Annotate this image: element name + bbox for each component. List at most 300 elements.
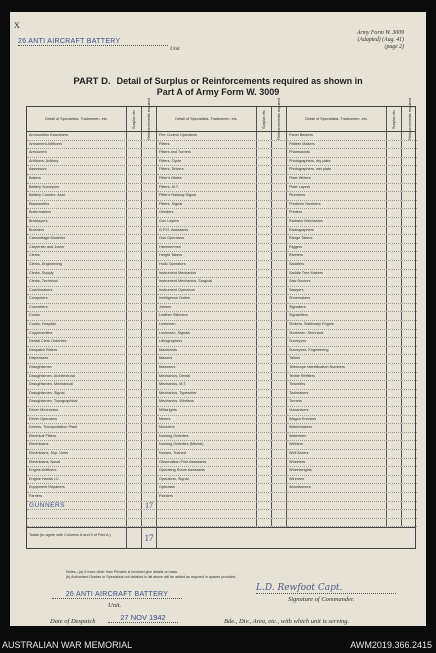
table-row — [157, 304, 287, 313]
specialist-name: G.P.O. Assistants — [157, 227, 257, 235]
table-row — [157, 390, 287, 399]
table-row — [27, 424, 157, 433]
unit-field-top: 26 ANTI AIRCRAFT BATTERY — [18, 38, 168, 46]
reinforcement-cell — [402, 433, 417, 441]
table-row — [27, 467, 157, 476]
surplus-cell — [257, 347, 272, 355]
surplus-cell — [387, 132, 402, 140]
surplus-cell — [387, 166, 402, 174]
specialist-name: Fitter's Railway Signal — [157, 192, 257, 200]
surplus-cell — [127, 252, 142, 260]
surplus-cell — [387, 295, 402, 303]
surplus-cell — [387, 519, 402, 527]
surplus-cell — [387, 407, 402, 415]
surplus-cell — [127, 502, 142, 510]
table-row — [157, 510, 287, 519]
surplus-cell — [387, 416, 402, 424]
surplus-cell — [387, 502, 402, 510]
surplus-cell — [387, 287, 402, 295]
table-row — [157, 355, 287, 364]
surplus-cell — [127, 166, 142, 174]
table-row — [157, 484, 287, 493]
specialist-name: Watermen — [287, 433, 387, 441]
surplus-cell — [387, 493, 402, 501]
specialist-name: Vulcanisers — [287, 407, 387, 415]
surplus-cell — [127, 330, 142, 338]
reinforcement-cell — [402, 261, 417, 269]
surplus-cell — [387, 338, 402, 346]
header-number-label: Reinforcements required — [407, 98, 412, 140]
surplus-cell — [387, 278, 402, 286]
table-row — [287, 398, 417, 407]
table-row — [27, 287, 157, 296]
specialist-name: Driver Operators — [27, 416, 127, 424]
table-row — [287, 424, 417, 433]
surplus-cell — [257, 476, 272, 484]
specialist-name: Woodturners — [287, 484, 387, 492]
reinforcement-cell — [142, 459, 157, 467]
table-row — [157, 373, 287, 382]
form-page — [10, 12, 426, 626]
reinforcement-cell — [142, 347, 157, 355]
specialist-name: Photographers, dry plate — [287, 158, 387, 166]
table-row — [157, 398, 287, 407]
surplus-cell — [387, 364, 402, 372]
surplus-cell — [127, 261, 142, 269]
reinforcement-cell — [272, 373, 287, 381]
table-row — [157, 244, 287, 253]
surplus-cell — [257, 459, 272, 467]
specialist-name: Toolmakers — [287, 390, 387, 398]
reinforcement-cell — [402, 218, 417, 226]
surplus-cell — [257, 441, 272, 449]
surplus-cell — [127, 364, 142, 372]
specialist-name: Pattern Makers — [287, 141, 387, 149]
specialist-name: Plate Writers — [287, 175, 387, 183]
table-row — [157, 158, 287, 167]
reinforcement-cell — [142, 484, 157, 492]
specialist-name — [157, 502, 257, 510]
surplus-cell — [127, 295, 142, 303]
surplus-cell — [127, 244, 142, 252]
reinforcement-cell — [402, 201, 417, 209]
reinforcement-cell — [272, 355, 287, 363]
surplus-cell — [257, 381, 272, 389]
form-ref-line2: (Adapted) (Aug. 41) — [357, 37, 404, 43]
reinforcement-cell — [142, 252, 157, 260]
surplus-cell — [127, 450, 142, 458]
surplus-cell — [257, 364, 272, 372]
surplus-cell — [257, 467, 272, 475]
reinforcement-cell — [272, 158, 287, 166]
specialist-name: Artificers, Artillery — [27, 158, 127, 166]
specialist-name — [157, 519, 257, 527]
reinforcement-cell — [142, 338, 157, 346]
reinforcement-cell — [272, 416, 287, 424]
reinforcement-cell — [142, 312, 157, 320]
surplus-cell — [127, 270, 142, 278]
surplus-cell — [257, 510, 272, 518]
table-row — [157, 192, 287, 201]
specialist-name: Height Takers — [157, 252, 257, 260]
specialist-name: Ammunition Examiners — [27, 132, 127, 140]
table-row — [157, 519, 287, 528]
surplus-cell — [387, 476, 402, 484]
specialist-name: Tailors — [287, 355, 387, 363]
table-row — [157, 493, 287, 502]
reinforcement-cell — [402, 381, 417, 389]
table-row — [27, 192, 157, 201]
surplus-cell — [127, 209, 142, 217]
specialist-name: Surveyors — [287, 338, 387, 346]
specialist-name — [287, 519, 387, 527]
reinforcement-cell — [272, 235, 287, 243]
commander-signature: L.D. Rewfoot Capt. — [256, 583, 396, 594]
surplus-cell — [387, 424, 402, 432]
surplus-cell — [257, 433, 272, 441]
table-row — [287, 450, 417, 459]
surplus-cell — [127, 132, 142, 140]
specialist-name: Shoemakers — [287, 295, 387, 303]
specialist-name: Joiners — [157, 304, 257, 312]
reinforcement-cell — [402, 424, 417, 432]
surplus-cell — [257, 390, 272, 398]
table-row — [157, 416, 287, 425]
table-row — [157, 467, 287, 476]
specialist-name: Opticians — [157, 484, 257, 492]
surplus-cell — [387, 218, 402, 226]
specialist-name: Driver Mechanics — [27, 407, 127, 415]
specialist-name: Tinsmiths — [287, 381, 387, 389]
reinforcement-cell — [142, 321, 157, 329]
table-row — [27, 235, 157, 244]
reinforcement-cell — [142, 278, 157, 286]
reinforcement-cell — [142, 398, 157, 406]
table-row — [157, 278, 287, 287]
surplus-cell — [127, 227, 142, 235]
table-row — [157, 347, 287, 356]
surplus-cell — [387, 398, 402, 406]
table-row — [157, 407, 287, 416]
table-row — [27, 261, 157, 270]
reinforcement-cell — [272, 261, 287, 269]
header-surplus — [257, 107, 272, 131]
table-row — [27, 227, 157, 236]
table-row — [287, 175, 417, 184]
reinforcement-cell — [402, 502, 417, 510]
table-row — [287, 312, 417, 321]
reinforcement-cell — [142, 519, 157, 527]
surplus-cell — [257, 235, 272, 243]
reinforcement-cell — [402, 252, 417, 260]
specialist-name: Millwrights — [157, 407, 257, 415]
archive-caption: AUSTRALIAN WAR MEMORIAL — [2, 640, 133, 650]
specialist-name: Mechanics, M.T. — [157, 381, 257, 389]
reinforcement-cell — [402, 484, 417, 492]
surplus-cell — [387, 355, 402, 363]
surplus-cell — [387, 149, 402, 157]
reinforcement-cell — [272, 201, 287, 209]
table-row — [157, 476, 287, 485]
specialist-name: Cooks — [27, 312, 127, 320]
table-row — [157, 149, 287, 158]
specialist-name — [27, 519, 127, 527]
reinforcement-cell — [272, 295, 287, 303]
specialist-name: Well Borers — [287, 450, 387, 458]
surplus-cell — [387, 261, 402, 269]
specialist-name — [287, 493, 387, 501]
surplus-cell — [257, 149, 272, 157]
reinforcement-cell — [272, 502, 287, 510]
table-row — [27, 416, 157, 425]
specialist-name: Plate Layers — [287, 184, 387, 192]
table-row — [287, 252, 417, 261]
specialist-name: Wheelers — [287, 459, 387, 467]
notes — [66, 570, 386, 580]
surplus-cell — [257, 330, 272, 338]
table-row — [157, 381, 287, 390]
specialist-name: Operators, Signal — [157, 476, 257, 484]
surplus-cell — [127, 398, 142, 406]
reinforcement-cell — [142, 467, 157, 475]
specialist-name: Clerks — [27, 252, 127, 260]
specialist-name: Wiremen — [287, 476, 387, 484]
reinforcement-cell — [272, 441, 287, 449]
specialist-name: Fitters, Cycle — [157, 158, 257, 166]
table-row — [27, 244, 157, 253]
surplus-cell — [257, 373, 272, 381]
table-row — [157, 502, 287, 511]
table-row — [157, 450, 287, 459]
surplus-cell — [127, 192, 142, 200]
reinforcement-cell — [142, 295, 157, 303]
form-ref-line1: Army Form W. 3009 — [356, 30, 404, 36]
specialist-name: Draughtsmen, Mechanical — [27, 381, 127, 389]
specialist-name: Mechanics, Wireless — [157, 398, 257, 406]
surplus-cell — [257, 261, 272, 269]
totals-blank — [157, 528, 415, 548]
surplus-cell — [257, 416, 272, 424]
table-row — [27, 381, 157, 390]
reinforcement-cell — [142, 416, 157, 424]
unit-field-bottom: 26 ANTI AIRCRAFT BATTERY — [52, 591, 182, 599]
surplus-cell — [257, 484, 272, 492]
specialist-name: Boilermakers — [27, 209, 127, 217]
surplus-cell — [257, 493, 272, 501]
reinforcement-cell — [272, 166, 287, 174]
reinforcement-cell — [402, 227, 417, 235]
table-row — [287, 261, 417, 270]
reinforcement-cell — [272, 398, 287, 406]
table-row — [27, 364, 157, 373]
surplus-cell — [387, 330, 402, 338]
reinforcement-cell — [402, 166, 417, 174]
surplus-cell — [127, 424, 142, 432]
surplus-cell — [387, 141, 402, 149]
specialist-name: Despatch Riders — [27, 347, 127, 355]
dispatch-date-stamp: 27 NOV 1942 — [108, 613, 178, 623]
specialist-name: Battery Surveyors — [27, 184, 127, 192]
surplus-cell — [257, 132, 272, 140]
specialist-name: Clerks, Technical — [27, 278, 127, 286]
reinforcement-cell — [402, 330, 417, 338]
specialist-name: Hammermen — [157, 244, 257, 252]
surplus-cell — [257, 519, 272, 527]
specialist-name: Mechanics, Typewriter — [157, 390, 257, 398]
table-column — [27, 132, 157, 527]
reinforcement-cell — [402, 493, 417, 501]
table-row — [27, 519, 157, 528]
table-row — [287, 364, 417, 373]
specialist-name: Turners — [287, 398, 387, 406]
totals-surplus — [127, 528, 142, 548]
table-row — [287, 493, 417, 502]
reinforcement-cell — [272, 227, 287, 235]
surplus-cell — [387, 244, 402, 252]
specialist-name: Machinists — [157, 347, 257, 355]
table-row — [27, 450, 157, 459]
surplus-cell — [387, 459, 402, 467]
surplus-cell — [387, 158, 402, 166]
table-row — [287, 218, 417, 227]
table-row — [287, 338, 417, 347]
reinforcement-cell — [402, 192, 417, 200]
surplus-cell — [127, 390, 142, 398]
reinforcement-cell — [402, 270, 417, 278]
surplus-cell — [127, 459, 142, 467]
reinforcement-cell — [142, 270, 157, 278]
specialist-name: Draughtsmen, Topographical — [27, 398, 127, 406]
reinforcement-cell — [272, 450, 287, 458]
surplus-cell — [257, 252, 272, 260]
specialist-name: Armament Artificers — [27, 141, 127, 149]
specialist-name — [287, 510, 387, 518]
surplus-cell — [387, 321, 402, 329]
specialist-name: Drivers, Transportation Plant — [27, 424, 127, 432]
table-row — [27, 252, 157, 261]
notes-line2: (b) Authorised Grades or Specialists not detailed in list above will be added as required in spaces provided. — [66, 575, 237, 579]
surplus-cell — [127, 467, 142, 475]
surplus-cell — [257, 244, 272, 252]
reinforcement-cell — [142, 381, 157, 389]
reinforcement-cell — [402, 398, 417, 406]
surplus-cell — [257, 287, 272, 295]
reinforcement-cell — [272, 476, 287, 484]
specialist-name: Wheelwrights — [287, 467, 387, 475]
table-row — [287, 321, 417, 330]
specialist-name: Fitters and Turners — [157, 149, 257, 157]
specialist-name: Assessors — [27, 166, 127, 174]
surplus-cell — [127, 355, 142, 363]
table-row — [157, 218, 287, 227]
specialist-name: Nursing Orderlies — [157, 433, 257, 441]
table-row — [27, 355, 157, 364]
header-reinforcements — [272, 98, 287, 140]
surplus-cell — [257, 321, 272, 329]
reinforcement-cell — [402, 450, 417, 458]
table-row — [27, 338, 157, 347]
reinforcement-cell — [402, 476, 417, 484]
table-row — [287, 459, 417, 468]
specialist-name: Carpenter and Joiner — [27, 244, 127, 252]
table-row — [287, 166, 417, 175]
reinforcement-cell — [402, 175, 417, 183]
surplus-cell — [257, 141, 272, 149]
specialist-name: Riggers — [287, 244, 387, 252]
surplus-cell — [257, 201, 272, 209]
table-row — [287, 373, 417, 382]
specialist-name: Predictor Numbers — [287, 201, 387, 209]
surplus-cell — [127, 201, 142, 209]
specialist-name: Bakers — [27, 175, 127, 183]
reinforcement-cell — [142, 218, 157, 226]
surplus-cell — [127, 407, 142, 415]
reinforcement-cell — [142, 149, 157, 157]
reinforcement-cell — [402, 459, 417, 467]
reinforcement-cell — [142, 510, 157, 518]
table-row — [157, 227, 287, 236]
specialist-name — [287, 502, 387, 510]
specialist-name: Radiator Mechanics — [287, 218, 387, 226]
specialist-name: Moulders — [157, 424, 257, 432]
specialist-name: Electrical Fitters — [27, 433, 127, 441]
header-specialists: Detail of Specialists, Tradesmen, etc. — [157, 107, 257, 131]
reinforcement-cell — [272, 287, 287, 295]
surplus-cell — [127, 416, 142, 424]
surplus-cell — [127, 373, 142, 381]
reinforcement-cell — [272, 141, 287, 149]
table-row — [157, 338, 287, 347]
reinforcement-cell — [272, 390, 287, 398]
accession-number: AWM2019.366.2415 — [350, 640, 432, 650]
specialist-name: Cooks, Hospital — [27, 321, 127, 329]
table-row — [157, 295, 287, 304]
surplus-cell — [387, 235, 402, 243]
specialist-name: Nurses, Trained — [157, 450, 257, 458]
table-row — [287, 476, 417, 485]
surplus-cell — [127, 433, 142, 441]
table-row — [157, 321, 287, 330]
table-row — [27, 304, 157, 313]
specialist-name: Draughtsmen — [27, 364, 127, 372]
form-ref-line3: (page 2) — [384, 44, 404, 50]
reinforcement-cell — [142, 287, 157, 295]
totals-row — [26, 527, 416, 549]
specialist-name: Instrument Mechanics, Surgical — [157, 278, 257, 286]
table-row — [27, 510, 157, 519]
specialist-name: Hollo Operators — [157, 261, 257, 269]
table-row — [157, 141, 287, 150]
table-row — [27, 278, 157, 287]
specialist-name: Plumbers — [287, 192, 387, 200]
reinforcement-cell — [272, 364, 287, 372]
table-row — [287, 502, 417, 511]
header-reinforcements — [142, 98, 157, 140]
reinforcement-cell — [142, 166, 157, 174]
header-number-label: Surplus etc. — [262, 108, 266, 130]
reinforcement-cell — [142, 407, 157, 415]
surplus-cell — [257, 355, 272, 363]
specialist-name: Fitters, Drivers — [157, 166, 257, 174]
reinforcement-cell — [402, 321, 417, 329]
table-row — [27, 321, 157, 330]
specialist-name: Storemen, Technical — [287, 330, 387, 338]
surplus-cell — [127, 235, 142, 243]
reinforcement-cell — [272, 519, 287, 527]
surplus-cell — [257, 424, 272, 432]
reinforcement-cell — [272, 459, 287, 467]
surplus-cell — [127, 484, 142, 492]
